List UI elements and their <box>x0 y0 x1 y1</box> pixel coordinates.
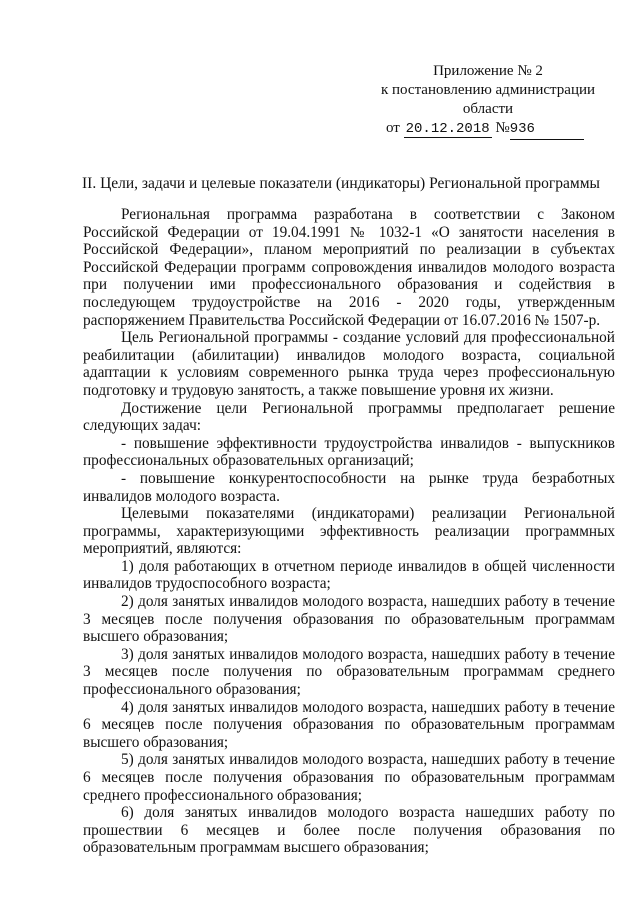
appendix-resolution-line: к постановлению администрации <box>380 82 596 98</box>
appendix-region-line: области <box>462 101 514 117</box>
list-item-task-2: - повышение конкурентоспособности на рынке труда безработных инвалидов молодого возраста. <box>83 469 615 505</box>
section-title: II. Цели, задачи и целевые показатели (индикаторы) Региональной программы <box>82 175 600 192</box>
list-item-indicator-5: 5) доля занятых инвалидов молодого возраста, нашедших работу в течение 6 месяцев после получения образования по образовательным программам среднего профессионального образования; <box>83 751 615 804</box>
resolution-date: 20.12.2018 <box>405 121 490 137</box>
paragraph-indicators-intro: Целевыми показателями (индикаторами) реализации Региональной программы, характеризующими эффективность реализации программных мероприятий, являются: <box>83 505 615 558</box>
appendix-date-line <box>372 119 604 140</box>
list-item-indicator-1: 1) доля работающих в отчетном периоде инвалидов в общей численности инвалидов трудоспособного возраста; <box>83 557 615 593</box>
appendix-header <box>372 62 604 140</box>
resolution-number: 936 <box>510 120 584 140</box>
paragraph-goal: Цель Региональной программы - создание условий для профессиональной реабилитации (абилитации) инвалидов молодого возраста, социальной адаптации к условиям современного рынка труда через профессиональную подготовку и трудовую занятость, а также повышение уровня их жизни. <box>83 329 615 399</box>
list-item-indicator-4: 4) доля занятых инвалидов молодого возраста, нашедших работу в течение 6 месяцев после получения образования по образовательным программам высшего образования; <box>83 698 615 751</box>
document-body <box>83 206 615 857</box>
paragraph-tasks-intro: Достижение цели Региональной программы предполагает решение следующих задач: <box>83 399 615 435</box>
number-prefix: № <box>495 120 510 136</box>
list-item-indicator-3: 3) доля занятых инвалидов молодого возраста, нашедших работу в течение 3 месяцев после получения по образовательным программам среднего профессионального образования; <box>83 645 615 699</box>
list-item-task-1: - повышение эффективности трудоустройства инвалидов - выпускников профессиональных образовательных организаций; <box>83 434 615 470</box>
date-prefix: от <box>386 120 400 136</box>
paragraph-legal-basis: Региональная программа разработана в соответствии с Законом Российской Федерации от 19.04.1991 № 1032-1 «О занятости населения в Российской Федерации», планом мероприятий по реализации в субъектах Российской Федерации программ сопровождения инвалидов молодого возраста при получении ими профессионального образования и содействия в последующем трудоустройстве на 2016 - 2020 годы, утвержденным распоряжением Правительства Российской Федерации от 16.07.2016 № 1507-р. <box>83 206 615 329</box>
list-item-indicator-6: 6) доля занятых инвалидов молодого возраста нашедших работу по прошествии 6 месяцев и более после получения образования по образовательным программам высшего образования; <box>83 804 615 857</box>
list-item-indicator-2: 2) доля занятых инвалидов молодого возраста, нашедших работу в течение 3 месяцев после получения образования по образовательным программам высшего образования; <box>83 593 615 646</box>
appendix-number: Приложение № 2 <box>433 63 543 79</box>
